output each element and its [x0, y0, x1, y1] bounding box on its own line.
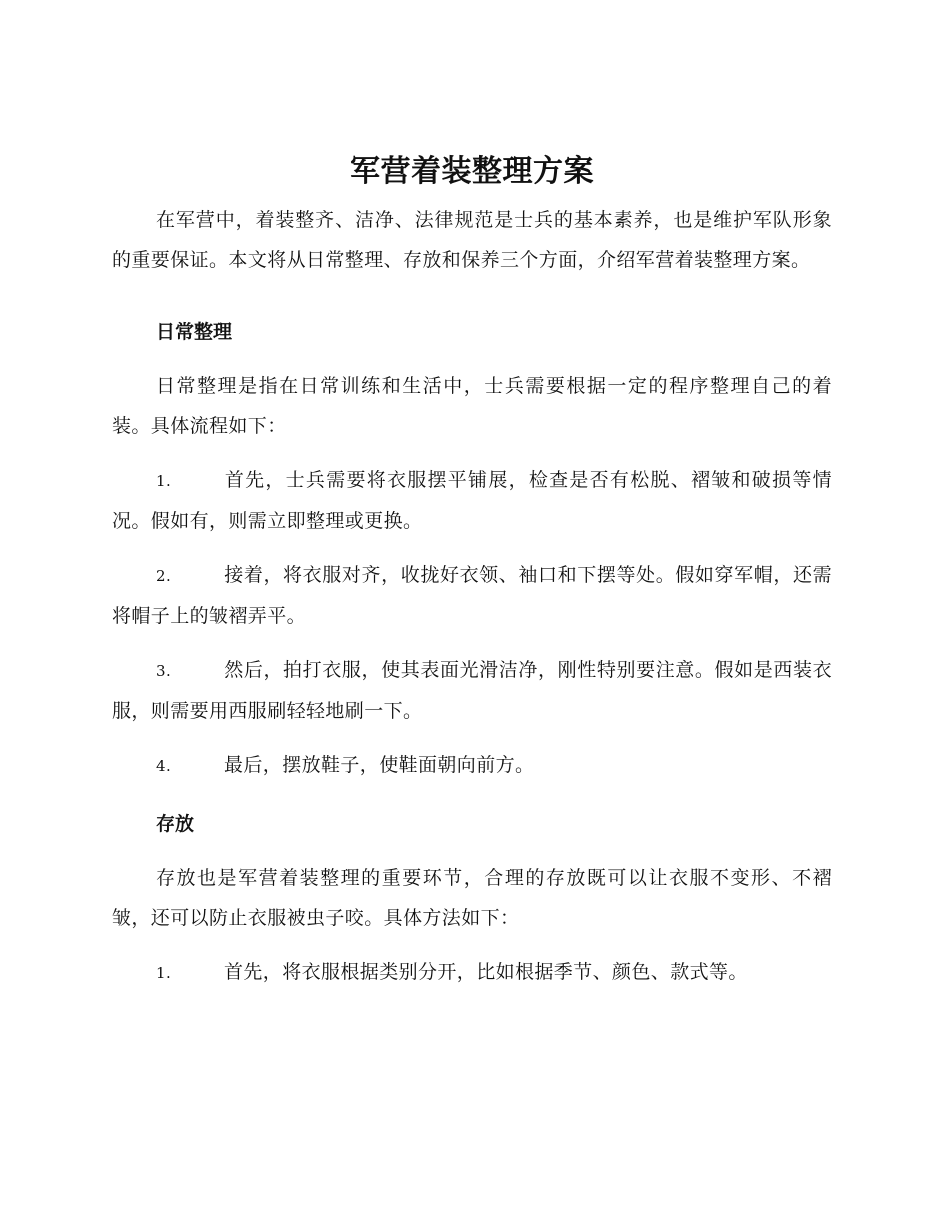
- section-heading-daily: 日常整理: [156, 321, 233, 343]
- list-number: 1.: [156, 472, 172, 490]
- intro-paragraph: 在军营中，着装整齐、洁净、法律规范是士兵的基本素养，也是维护军队形象的重要保证。本文将从日常整理、存放和保养三个方面，介绍军营着装整理方案。: [112, 209, 832, 271]
- list-item: [112, 460, 832, 541]
- spacer: [112, 280, 832, 294]
- list-number: 3.: [156, 662, 172, 680]
- list-text: 然后，拍打衣服，使其表面光滑洁净，刚性特别要注意。假如是西装衣服，则需要用西服刷轻轻地刷一下。: [112, 659, 832, 722]
- list-item: [112, 952, 832, 993]
- list-item: [112, 555, 832, 636]
- document-title: 军营着装整理方案: [350, 154, 594, 189]
- section-heading-storage: 存放: [156, 813, 195, 835]
- list-text: 首先，士兵需要将衣服摆平铺展，检查是否有松脱、褶皱和破损等情况。假如有，则需立即整理或更换。: [112, 469, 832, 532]
- list-item: [112, 745, 832, 786]
- list-number: 4.: [156, 757, 172, 775]
- list-item: [112, 650, 832, 731]
- list-number: 1.: [156, 964, 172, 982]
- section-paragraph-storage: 存放也是军营着装整理的重要环节，合理的存放既可以让衣服不变形、不褶皱，还可以防止衣服被虫子咬。具体方法如下：: [112, 867, 832, 929]
- list-text: 最后，摆放鞋子，使鞋面朝向前方。: [224, 754, 535, 776]
- list-text: 首先，将衣服根据类别分开，比如根据季节、颜色、款式等。: [224, 961, 748, 983]
- section-paragraph-daily: 日常整理是指在日常训练和生活中，士兵需要根据一定的程序整理自己的着装。具体流程如下：: [112, 375, 832, 437]
- list-text: 接着，将衣服对齐，收拢好衣领、袖口和下摆等处。假如穿军帽，还需将帽子上的皱褶弄平。: [112, 564, 832, 627]
- list-number: 2.: [156, 567, 172, 585]
